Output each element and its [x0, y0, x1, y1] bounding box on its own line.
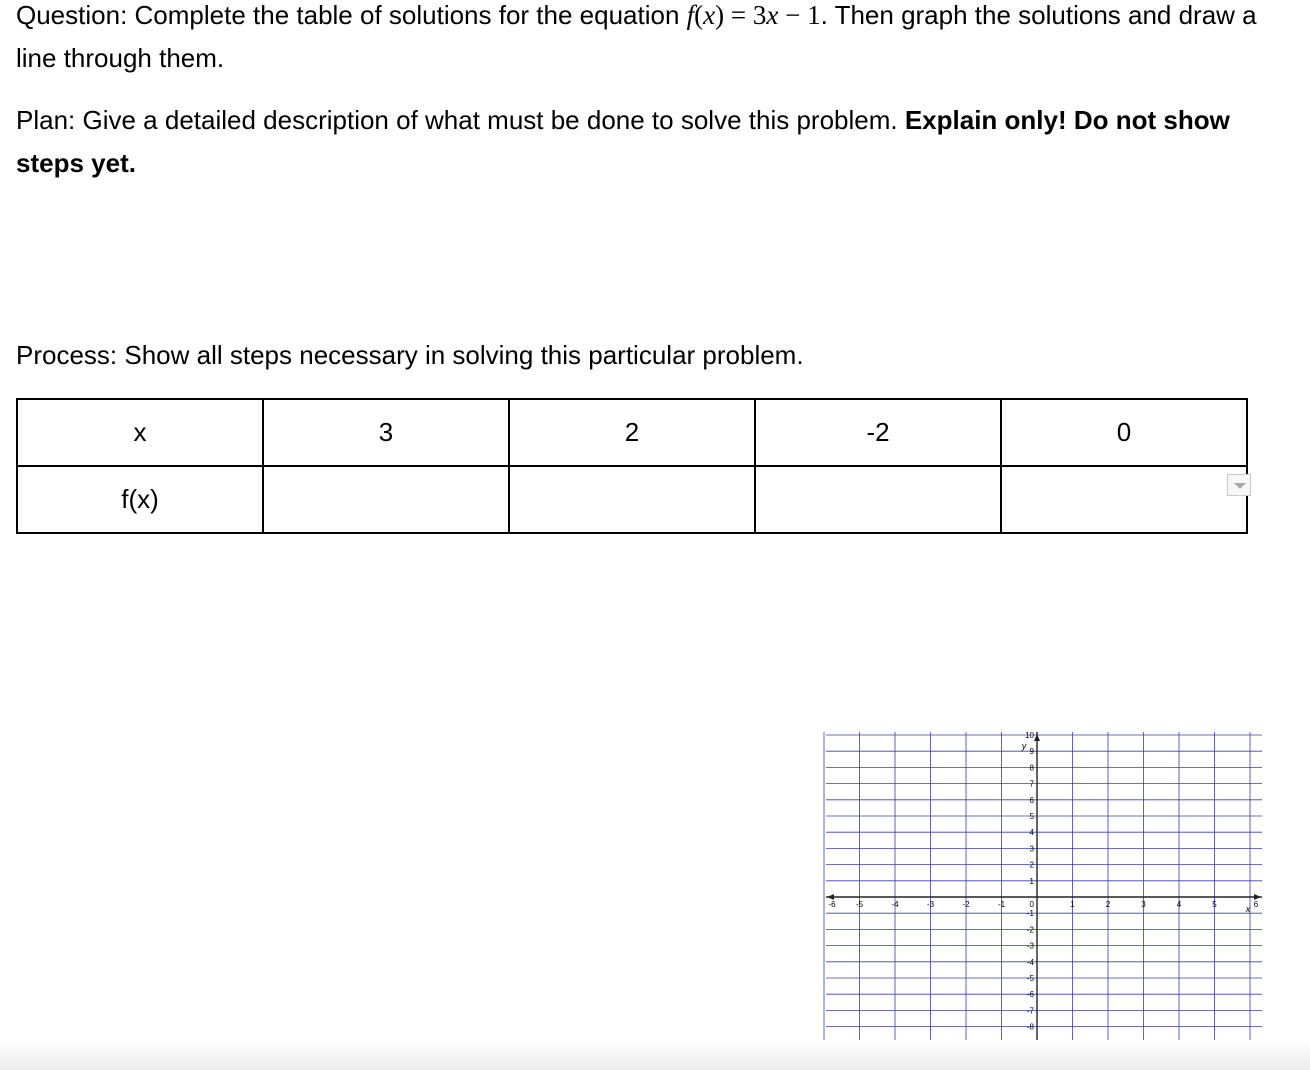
axis-arrowheads	[827, 734, 1261, 1056]
chevron-down-icon[interactable]	[1227, 474, 1251, 496]
y-tick-label: -6	[1026, 990, 1034, 1000]
x-tick-label: -1	[997, 900, 1006, 909]
y-tick-label: -4	[1026, 957, 1034, 967]
table-cell: -2	[755, 399, 1001, 466]
table-cell: 2	[509, 399, 755, 466]
question-text-before: Complete the table of solutions for the equation	[127, 0, 687, 30]
question-period: .	[820, 0, 828, 30]
equation-rest: ) = 3	[715, 0, 767, 30]
plan-bold-text: Explain only! Do not show steps yet.	[16, 105, 1230, 178]
y-tick-label: 2	[1029, 860, 1034, 870]
table-row-x	[17, 399, 1247, 466]
page-bottom-shade	[0, 1040, 1310, 1070]
y-tick-label: 8	[1029, 763, 1034, 773]
table-input-cell[interactable]	[1001, 466, 1247, 533]
x-tick-label: 3	[1141, 900, 1146, 909]
y-tick-label: 1	[1029, 876, 1034, 886]
y-tick-label: 3	[1029, 844, 1034, 854]
solutions-table	[16, 398, 1248, 534]
table-row-fx	[17, 466, 1247, 533]
y-tick-label: 9	[1029, 747, 1034, 757]
x-tick-label: 6	[1253, 900, 1259, 909]
x-tick-label: 2	[1105, 900, 1111, 909]
y-tick-label: -3	[1026, 941, 1034, 951]
equation	[687, 0, 821, 30]
x-tick-label: 4	[1176, 900, 1182, 909]
y-tick-label: -5	[1026, 974, 1034, 983]
y-tick-label: -7	[1026, 1006, 1034, 1016]
x-tick-label: -2	[962, 900, 970, 909]
table-input-cell[interactable]	[755, 466, 1001, 533]
table-cell: 0	[1001, 399, 1247, 466]
x-tick-label: 5	[1212, 900, 1217, 909]
x-tick-label: -3	[926, 900, 935, 909]
question-paragraph	[16, 0, 1276, 80]
plan-paragraph	[16, 99, 1286, 185]
equation-open: (	[694, 0, 704, 30]
x-tick-label: -5	[855, 900, 864, 909]
table-cell: 3	[263, 399, 509, 466]
table-cell: f(x)	[17, 466, 263, 533]
grid-lines	[824, 732, 1262, 1059]
equation-x2: x	[766, 0, 779, 30]
x-axis-label: x	[1245, 904, 1251, 914]
question-label: Question:	[16, 0, 128, 30]
equation-f: f	[686, 0, 695, 30]
process-text: Process: Show all steps necessary in solving this particular problem.	[16, 340, 804, 370]
y-tick-label: -2	[1026, 925, 1034, 935]
coordinate-grid	[826, 732, 1262, 1058]
table-input-cell[interactable]	[263, 466, 509, 533]
question-text-after: Then graph the solutions and draw a line through them.	[16, 0, 1257, 73]
table-cell: x	[17, 399, 263, 466]
y-tick-label: 10	[1025, 731, 1034, 740]
plan-text: Plan: Give a detailed description of what must be done to solve this problem.	[16, 105, 905, 135]
process-paragraph	[16, 334, 804, 377]
x-tick-label: -6	[828, 900, 836, 909]
table-input-cell[interactable]	[509, 466, 755, 533]
origin-label: 0	[1029, 900, 1034, 909]
y-tick-label: -1	[1026, 909, 1034, 919]
y-tick-label: 6	[1029, 795, 1034, 805]
y-axis-label: y	[1021, 741, 1027, 751]
equation-x: x	[703, 0, 716, 30]
x-tick-label: -4	[891, 900, 899, 909]
y-tick-label: 4	[1029, 828, 1034, 838]
y-tick-label: 5	[1029, 812, 1034, 821]
equation-tail: − 1	[778, 0, 821, 30]
y-tick-label: -8	[1026, 1022, 1034, 1032]
y-tick-label: 7	[1029, 779, 1034, 789]
x-tick-label: 1	[1070, 900, 1075, 909]
